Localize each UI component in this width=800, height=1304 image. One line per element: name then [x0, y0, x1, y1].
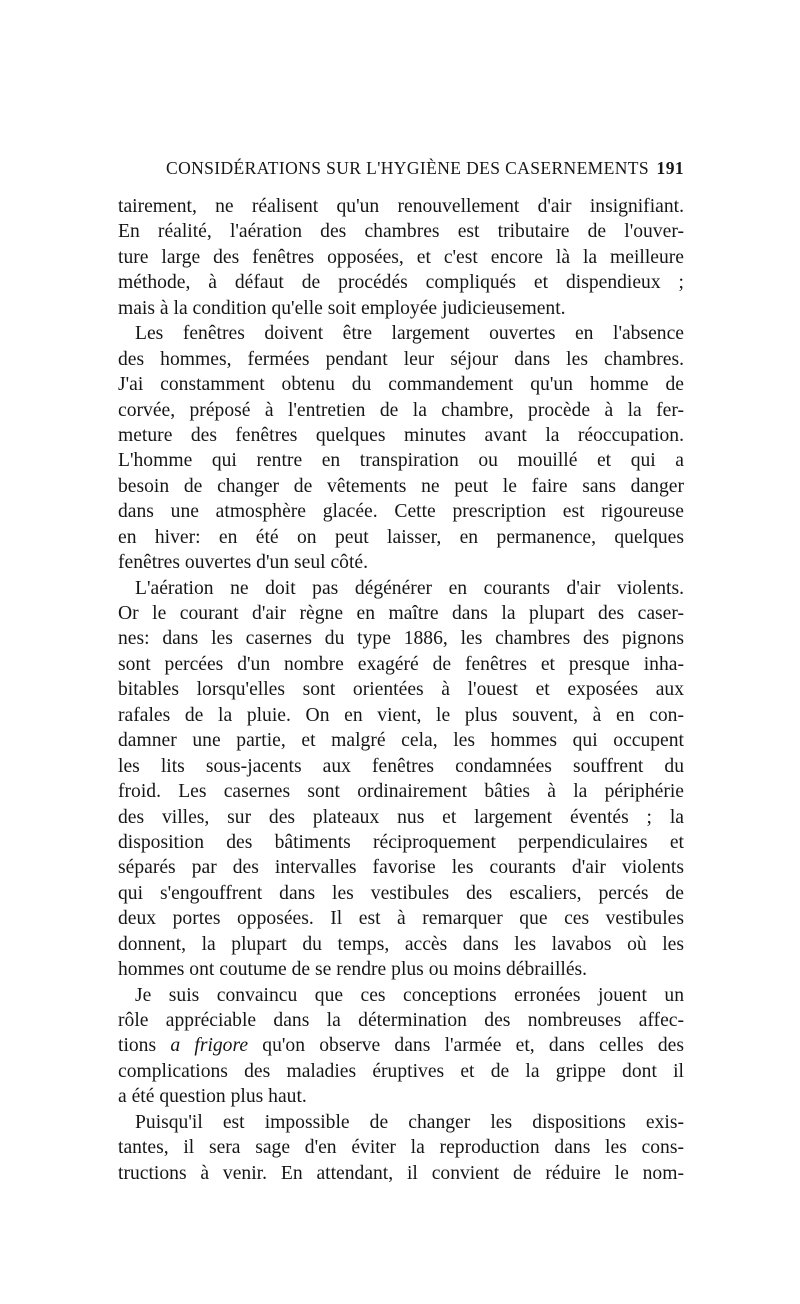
paragraph [118, 1110, 684, 1186]
text-line: hommes ont coutume de se rendre plus ou moins débraillés. [118, 959, 588, 981]
text-line: sont percées d'un nombre exagéré de fenêtres et presque inha- [118, 653, 684, 675]
text-line: tairement, ne réalisent qu'un renouvellement d'air insignifiant. [118, 196, 684, 217]
text-line: des villes, sur des plateaux nus et largement éventés ; la [118, 806, 684, 828]
text-line: séparés par des intervalles favorise les courants d'air violents [118, 857, 684, 879]
text-line: les lits sous-jacents aux fenêtres condamnées souffrent du [118, 755, 684, 777]
page-number: 191 [656, 158, 684, 178]
text-line: donnent, la plupart du temps, accès dans les lavabos où les [118, 933, 684, 955]
text-line: mais à la condition qu'elle soit employée judicieusement. [118, 297, 566, 319]
text-line-with-italic [118, 1033, 684, 1058]
text-line: qui s'engouffrent dans les vestibules des escaliers, percés de [118, 882, 684, 904]
text-line: bitables lorsqu'elles sont orientées à l'ouest et exposées aux [118, 679, 684, 701]
text-line: besoin de changer de vêtements ne peut le faire sans danger [118, 475, 684, 497]
text-line: dans une atmosphère glacée. Cette prescription est rigoureuse [118, 501, 684, 523]
text-line: en hiver: en été on peut laisser, en permanence, quelques [118, 526, 684, 548]
italic-latin-phrase: a frigore [170, 1035, 249, 1057]
text-line: meture des fenêtres quelques minutes avant la réoccupation. [118, 424, 684, 446]
text-fragment: qu'on observe dans l'armée et, dans celles des [248, 1035, 684, 1057]
text-line: froid. Les casernes sont ordinairement bâties à la périphérie [118, 781, 684, 803]
paragraph [118, 194, 684, 321]
text-line: des hommes, fermées pendant leur séjour dans les chambres. [118, 348, 684, 370]
text-line: Je suis convaincu que ces conceptions erronées jouent un [135, 984, 684, 1006]
text-line: L'aération ne doit pas dégénérer en courants d'air violents. [135, 577, 684, 599]
text-line: tructions à venir. En attendant, il convient de réduire le nom- [118, 1162, 684, 1184]
paragraph [118, 321, 684, 575]
text-fragment: tions [118, 1035, 171, 1057]
text-line: damner une partie, et malgré cela, les hommes qui occupent [118, 730, 684, 752]
text-line: Puisqu'il est impossible de changer les dispositions exis- [135, 1111, 684, 1133]
text-line: Or le courant d'air règne en maître dans la plupart des caser- [118, 603, 684, 624]
text-line: nes: dans les casernes du type 1886, les chambres des pignons [118, 628, 684, 650]
text-line: J'ai constamment obtenu du commandement qu'un homme de [118, 374, 684, 396]
text-line: Les fenêtres doivent être largement ouvertes en l'absence [135, 323, 684, 345]
paragraph [118, 576, 684, 983]
text-line: rafales de la pluie. On en vient, le plus souvent, à en con- [118, 704, 684, 726]
paragraph [118, 983, 684, 1110]
text-line: méthode, à défaut de procédés compliqués et dispendieux ; [118, 272, 684, 294]
body-text [118, 194, 684, 1186]
text-line: En réalité, l'aération des chambres est tributaire de l'ouver- [118, 221, 684, 243]
text-line: complications des maladies éruptives et de la grippe dont il [118, 1060, 684, 1082]
text-line: a été question plus haut. [118, 1086, 307, 1108]
text-line: deux portes opposées. Il est à remarquer que ces vestibules [118, 908, 684, 930]
text-line: tantes, il sera sage d'en éviter la reproduction dans les cons- [118, 1137, 684, 1159]
text-line: ture large des fenêtres opposées, et c'est encore là la meilleure [118, 246, 684, 268]
running-head-title: CONSIDÉRATIONS SUR L'HYGIÈNE DES CASERNEMENTS [166, 158, 649, 178]
text-line: rôle appréciable dans la détermination des nombreuses affec- [118, 1010, 684, 1031]
running-head [118, 158, 684, 184]
text-line: fenêtres ouvertes d'un seul côté. [118, 552, 368, 574]
text-line: corvée, préposé à l'entretien de la chambre, procède à la fer- [118, 399, 684, 421]
text-line: L'homme qui rentre en transpiration ou mouillé et qui a [118, 450, 684, 472]
text-line: disposition des bâtiments réciproquement perpendiculaires et [118, 831, 684, 853]
